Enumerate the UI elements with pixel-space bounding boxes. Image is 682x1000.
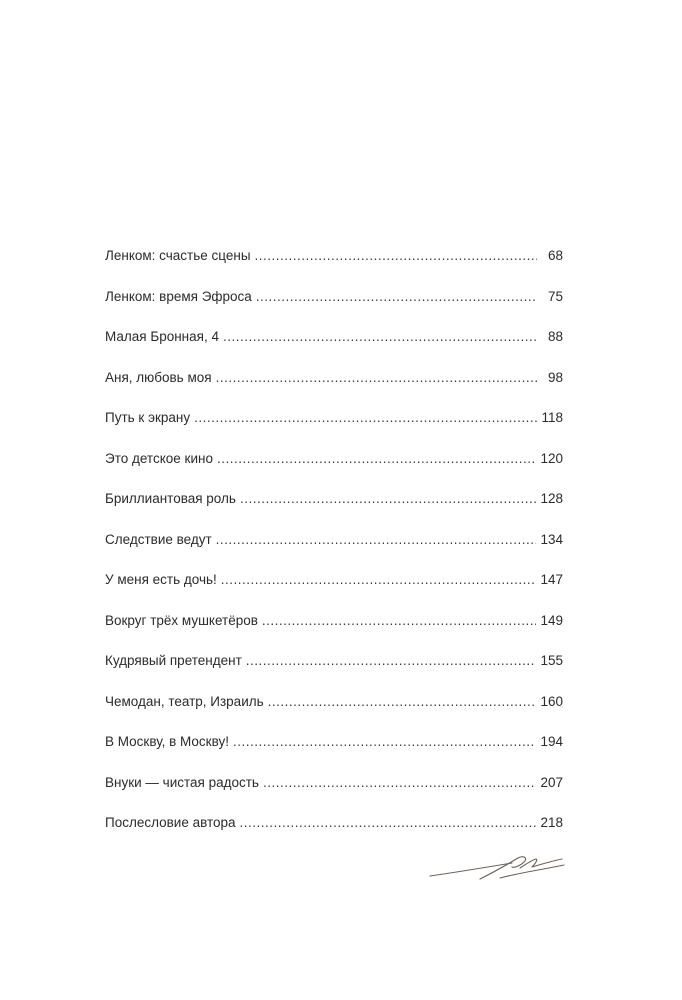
toc-entry-page: 155 xyxy=(540,653,563,668)
toc-entry-page: 75 xyxy=(547,288,563,304)
toc-entry-page: 128 xyxy=(540,491,563,506)
toc-entry xyxy=(105,325,563,366)
toc-entry xyxy=(105,730,563,771)
toc-entry xyxy=(105,528,563,569)
toc-entry xyxy=(105,649,563,690)
toc-entry xyxy=(105,406,563,447)
toc-entry-page: 134 xyxy=(540,531,563,547)
toc-entry-page: 194 xyxy=(540,734,563,749)
toc-entry xyxy=(105,568,563,609)
toc-entry-title: Ленком: время Эфроса xyxy=(105,288,252,304)
toc-entry-title: Послесловие автора xyxy=(105,815,236,830)
toc-entry xyxy=(105,285,563,326)
toc-entry-title: Кудрявый претендент xyxy=(105,653,242,668)
toc-entry-title: Малая Бронная, 4 xyxy=(105,329,219,344)
toc-entry-title: В Москву, в Москву! xyxy=(105,734,229,749)
author-signature xyxy=(428,852,566,882)
toc-entry-page: 120 xyxy=(540,450,563,466)
toc-dot-leader xyxy=(263,771,537,795)
toc-entry-page: 88 xyxy=(547,329,563,344)
toc-entry xyxy=(105,366,563,407)
toc-dot-leader xyxy=(217,447,537,471)
toc-entry xyxy=(105,447,563,488)
toc-entry xyxy=(105,811,563,852)
toc-entry-title: Это детское кино xyxy=(105,450,213,466)
toc-dot-leader xyxy=(256,285,537,309)
toc-dot-leader xyxy=(246,649,537,673)
toc-dot-leader xyxy=(221,568,537,592)
toc-entry-title: Аня, любовь моя xyxy=(105,369,212,385)
toc-dot-leader xyxy=(262,609,537,633)
toc-entry-title: Бриллиантовая роль xyxy=(105,491,236,506)
toc-entry-title: Чемодан, театр, Израиль xyxy=(105,693,264,709)
toc-entry-page: 218 xyxy=(540,815,563,830)
toc-entry-title: Путь к экрану xyxy=(105,410,191,425)
toc-entry-page: 118 xyxy=(541,410,563,425)
toc-dot-leader xyxy=(223,325,537,349)
toc-entry-title: Ленком: счастье сцены xyxy=(105,248,251,263)
toc-dot-leader xyxy=(216,366,537,390)
toc-entry-page: 160 xyxy=(540,693,563,709)
toc-entry-title: Вокруг трёх мушкетёров xyxy=(105,612,258,628)
toc-entry-title: Следствие ведут xyxy=(105,531,212,547)
toc-entry-title: У меня есть дочь! xyxy=(105,572,217,587)
toc-dot-leader xyxy=(240,811,537,835)
toc-dot-leader xyxy=(240,487,537,511)
toc-entry xyxy=(105,487,563,528)
toc-dot-leader xyxy=(268,690,537,714)
toc-entry-page: 68 xyxy=(547,248,563,263)
table-of-contents xyxy=(105,244,563,852)
toc-entry xyxy=(105,609,563,650)
toc-entry-page: 147 xyxy=(540,572,563,587)
toc-entry-page: 207 xyxy=(540,774,563,790)
toc-dot-leader xyxy=(216,528,537,552)
toc-dot-leader xyxy=(255,244,537,268)
toc-entry xyxy=(105,690,563,731)
toc-dot-leader xyxy=(194,406,537,430)
toc-dot-leader xyxy=(233,730,537,754)
toc-entry-title: Внуки — чистая радость xyxy=(105,774,259,790)
toc-entry xyxy=(105,771,563,812)
toc-entry xyxy=(105,244,563,285)
toc-entry-page: 149 xyxy=(540,612,563,628)
toc-entry-page: 98 xyxy=(547,369,563,385)
